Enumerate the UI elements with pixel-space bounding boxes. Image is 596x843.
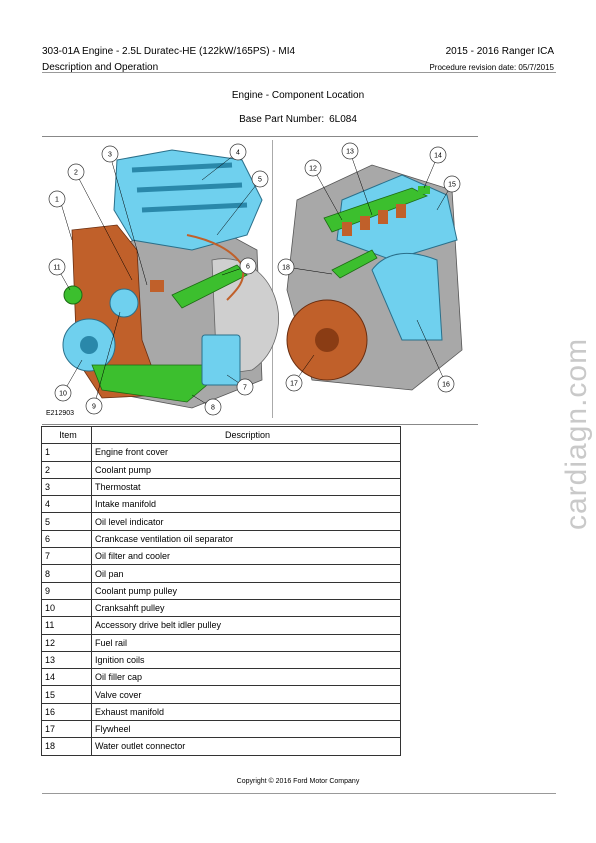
base-part-number (0, 114, 596, 125)
item-number: 14 (42, 669, 92, 686)
item-number: 9 (42, 582, 92, 599)
table-header-row (42, 427, 401, 444)
item-description: Accessory drive belt idler pulley (92, 617, 401, 634)
oil-filter-cooler-shape (202, 335, 240, 385)
item-number: 17 (42, 721, 92, 738)
header-divider (42, 72, 556, 73)
table-row (42, 530, 401, 547)
table-row (42, 461, 401, 478)
callout-18: 18 (282, 264, 290, 272)
manual-subsection: Description and Operation (42, 62, 159, 73)
column-header-description: Description (92, 427, 401, 444)
table-row (42, 669, 401, 686)
callout-10: 10 (59, 390, 67, 398)
component-table (41, 426, 401, 756)
item-description: Thermostat (92, 478, 401, 495)
engine-front-view (63, 150, 279, 408)
callout-4: 4 (236, 149, 240, 157)
revision-date: Procedure revision date: 05/7/2015 (429, 63, 554, 72)
item-number: 6 (42, 530, 92, 547)
table-row (42, 548, 401, 565)
table-row (42, 686, 401, 703)
item-number: 7 (42, 548, 92, 565)
table-row (42, 565, 401, 582)
callout-13: 13 (346, 148, 354, 156)
item-description: Coolant pump (92, 461, 401, 478)
callout-16: 16 (442, 381, 450, 389)
table-row (42, 582, 401, 599)
item-description: Engine front cover (92, 444, 401, 461)
callout-6: 6 (246, 263, 250, 271)
item-number: 13 (42, 651, 92, 668)
item-description: Ignition coils (92, 651, 401, 668)
callout-11: 11 (53, 264, 61, 272)
item-description: Oil filler cap (92, 669, 401, 686)
item-description: Oil filter and cooler (92, 548, 401, 565)
item-number: 12 (42, 634, 92, 651)
callout-9: 9 (92, 403, 96, 411)
table-row (42, 738, 401, 755)
base-part-label: Base Part Number: (239, 114, 325, 125)
item-number: 8 (42, 565, 92, 582)
item-number: 16 (42, 703, 92, 720)
idler-pulley-shape (64, 286, 82, 304)
callout-7: 7 (243, 384, 247, 392)
base-part-value: 6L084 (329, 114, 357, 125)
coolant-pump-pulley-shape (110, 289, 138, 317)
coolant-pump-body (150, 280, 164, 292)
item-number: 4 (42, 496, 92, 513)
callout-5: 5 (258, 176, 262, 184)
callout-3: 3 (108, 151, 112, 159)
callout-1: 1 (55, 196, 59, 204)
item-number: 11 (42, 617, 92, 634)
item-number: 3 (42, 478, 92, 495)
item-description: Oil pan (92, 565, 401, 582)
item-number: 10 (42, 599, 92, 616)
table-row (42, 444, 401, 461)
item-description: Water outlet connector (92, 738, 401, 755)
item-description: Exhaust manifold (92, 703, 401, 720)
item-description: Crankcase ventilation oil separator (92, 530, 401, 547)
item-description: Intake manifold (92, 496, 401, 513)
item-number: 15 (42, 686, 92, 703)
callout-8: 8 (211, 404, 215, 412)
item-description: Fuel rail (92, 634, 401, 651)
callout-17: 17 (290, 380, 298, 388)
flywheel-hub (315, 328, 339, 352)
item-description: Flywheel (92, 721, 401, 738)
figure-top-rule (42, 136, 478, 137)
item-description: Cranksahft pulley (92, 599, 401, 616)
crankshaft-pulley-hub (80, 336, 98, 354)
table-row (42, 634, 401, 651)
callout-12: 12 (309, 165, 317, 173)
table-row (42, 651, 401, 668)
watermark: cardiagn.com (560, 337, 593, 530)
table-row (42, 721, 401, 738)
engine-component-illustration (42, 140, 478, 424)
table-row (42, 496, 401, 513)
item-description: Coolant pump pulley (92, 582, 401, 599)
item-number: 5 (42, 513, 92, 530)
oil-filler-cap-shape (418, 186, 430, 194)
item-number: 2 (42, 461, 92, 478)
table-row (42, 478, 401, 495)
footer-divider (42, 793, 556, 794)
item-description: Valve cover (92, 686, 401, 703)
table-row (42, 617, 401, 634)
item-number: 1 (42, 444, 92, 461)
table-row (42, 703, 401, 720)
section-title: Engine - Component Location (231, 90, 365, 101)
vehicle-model-years: 2015 - 2016 Ranger ICA (445, 46, 554, 57)
callout-2: 2 (74, 169, 78, 177)
table-row (42, 599, 401, 616)
table-row (42, 513, 401, 530)
item-description: Oil level indicator (92, 513, 401, 530)
callout-15: 15 (448, 181, 456, 189)
figure-bottom-rule (42, 424, 478, 425)
manual-section-title: 303-01A Engine - 2.5L Duratec-HE (122kW/165PS) - MI4 (42, 46, 296, 57)
item-number: 18 (42, 738, 92, 755)
figure-code: E212903 (46, 410, 75, 417)
column-header-item: Item (42, 427, 92, 444)
callout-14: 14 (434, 152, 442, 160)
copyright-notice: Copyright © 2016 Ford Motor Company (236, 778, 360, 785)
